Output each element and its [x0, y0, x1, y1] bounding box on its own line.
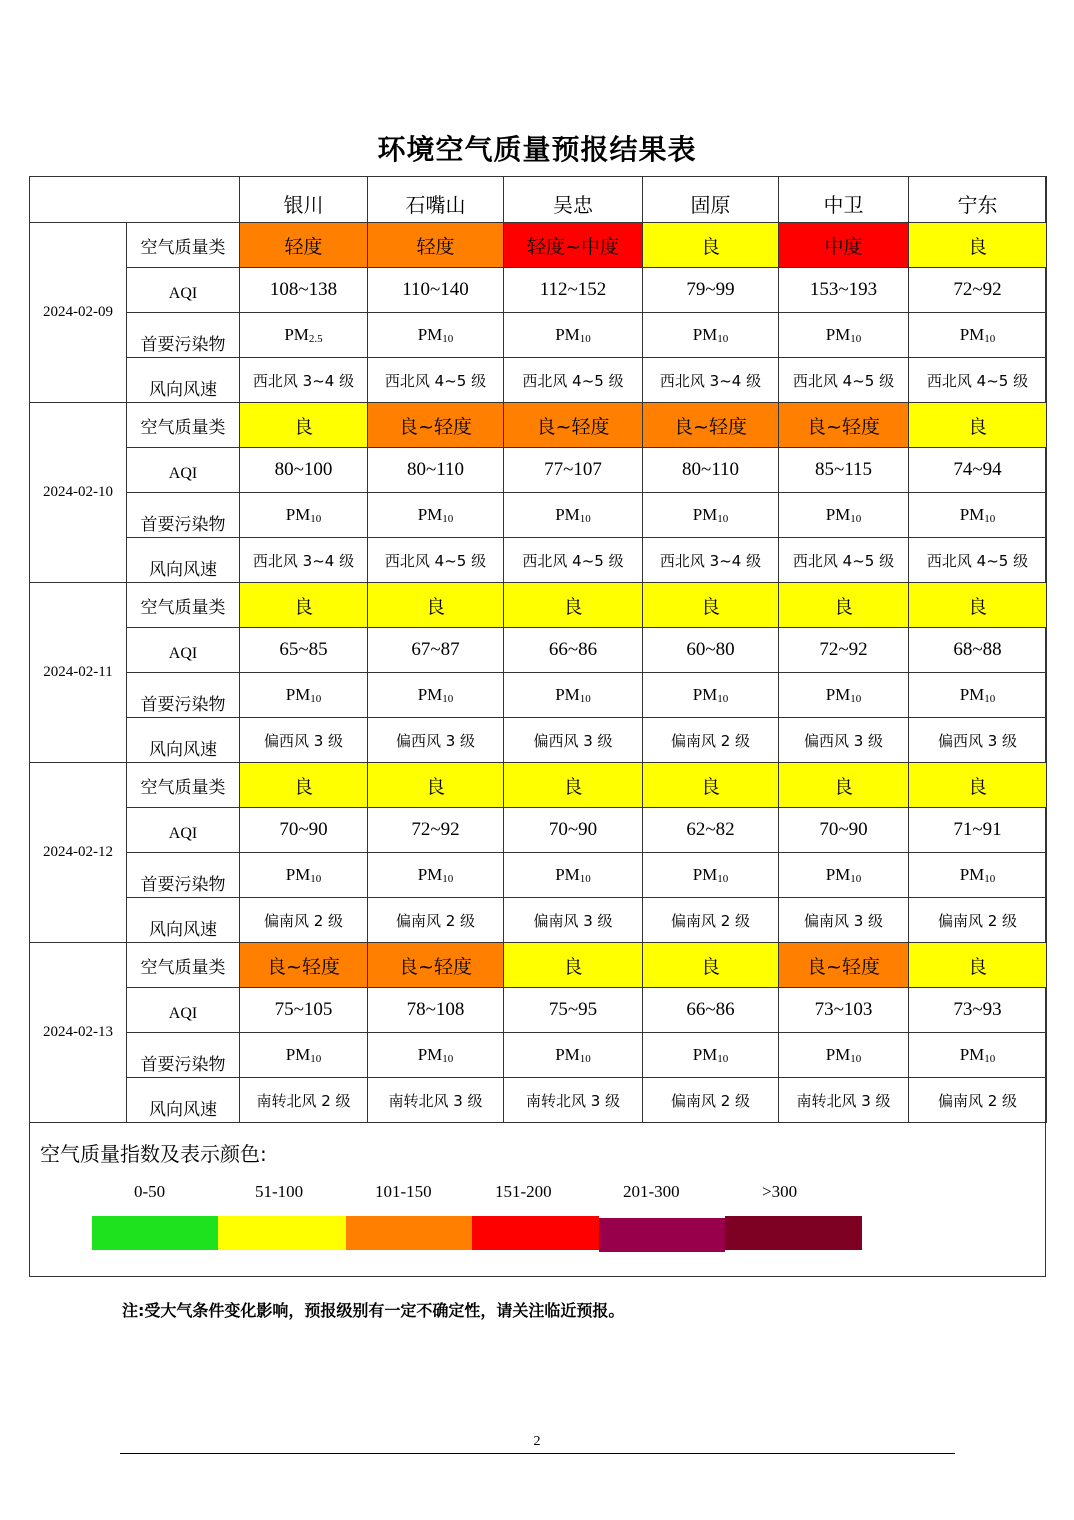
pollutant-subscript: 10: [717, 693, 729, 705]
category-cell: 良: [240, 403, 368, 448]
pollutant-subscript: 10: [442, 693, 454, 705]
legend-color-swatch: [599, 1218, 725, 1252]
pollutant-cell: [779, 313, 909, 358]
aqi-cell: 72~92: [368, 808, 504, 853]
city-header: 固原: [643, 177, 779, 223]
pollutant-cell: [240, 853, 368, 898]
pollutant-subscript: 10: [717, 513, 729, 525]
category-cell: 良~轻度: [779, 403, 909, 448]
date-cell: 2024-02-10: [30, 403, 127, 583]
aqi-cell: 153~193: [779, 268, 909, 313]
pollutant-name: PM: [825, 325, 851, 344]
row-label-category: 空气质量类: [127, 763, 240, 808]
wind-cell: 偏西风 3 级: [779, 718, 909, 763]
pollutant-cell: [779, 673, 909, 718]
pollutant-name: PM: [825, 505, 851, 524]
aqi-cell: 110~140: [368, 268, 504, 313]
forecast-row: [30, 493, 1047, 538]
wind-cell: 西北风 3~4 级: [240, 358, 368, 403]
pollutant-subscript: 10: [442, 513, 454, 525]
city-header: 中卫: [779, 177, 909, 223]
row-label-wind: 风向风速: [127, 898, 240, 943]
legend-range-label: 101-150: [375, 1182, 432, 1201]
row-label-aqi: AQI: [127, 268, 240, 313]
city-header: 银川: [240, 177, 368, 223]
wind-cell: 偏南风 2 级: [643, 718, 779, 763]
row-label-aqi: AQI: [127, 628, 240, 673]
pollutant-cell: [504, 673, 643, 718]
aqi-cell: 65~85: [240, 628, 368, 673]
pollutant-name: PM: [417, 325, 443, 344]
category-cell: 轻度~中度: [504, 223, 643, 268]
pollutant-subscript: 10: [579, 513, 591, 525]
category-cell: 良: [779, 583, 909, 628]
wind-cell: 偏西风 3 级: [368, 718, 504, 763]
pollutant-name: PM: [959, 325, 985, 344]
category-cell: 良: [504, 583, 643, 628]
pollutant-cell: [779, 853, 909, 898]
row-label-aqi: AQI: [127, 448, 240, 493]
wind-cell: 偏南风 2 级: [643, 898, 779, 943]
pollutant-name: PM: [555, 505, 580, 524]
pollutant-cell: [779, 1033, 909, 1078]
forecast-row: [30, 808, 1047, 853]
pollutant-cell: [240, 313, 368, 358]
category-cell: 良: [909, 943, 1047, 988]
forecast-row: [30, 403, 1047, 448]
forecast-row: [30, 718, 1047, 763]
date-cell: 2024-02-13: [30, 943, 127, 1123]
pollutant-subscript: 10: [984, 873, 996, 885]
header-corner: [30, 177, 240, 223]
pollutant-cell: [504, 853, 643, 898]
forecast-row: [30, 853, 1047, 898]
pollutant-name: PM: [285, 1045, 311, 1064]
aqi-cell: 112~152: [504, 268, 643, 313]
pollutant-name: PM: [417, 505, 443, 524]
pollutant-name: PM: [285, 505, 311, 524]
legend-color-swatch: [346, 1216, 472, 1250]
legend-color-swatch: [218, 1216, 346, 1250]
aqi-cell: 72~92: [779, 628, 909, 673]
wind-cell: 偏西风 3 级: [504, 718, 643, 763]
date-cell: 2024-02-12: [30, 763, 127, 943]
pollutant-subscript: 10: [850, 1053, 862, 1065]
category-cell: 良: [368, 763, 504, 808]
pollutant-cell: [643, 853, 779, 898]
row-label-category: 空气质量类: [127, 943, 240, 988]
pollutant-name: PM: [555, 685, 580, 704]
forecast-row: [30, 1078, 1047, 1123]
pollutant-cell: [909, 1033, 1047, 1078]
wind-cell: 西北风 4~5 级: [504, 538, 643, 583]
wind-cell: 西北风 3~4 级: [643, 358, 779, 403]
category-cell: 良: [643, 583, 779, 628]
pollutant-subscript: 10: [850, 873, 862, 885]
wind-cell: 西北风 3~4 级: [643, 538, 779, 583]
pollutant-name: PM: [555, 865, 580, 884]
forecast-row: [30, 898, 1047, 943]
legend-color-swatch: [472, 1216, 599, 1250]
pollutant-subscript: 10: [442, 1053, 454, 1065]
row-label-wind: 风向风速: [127, 718, 240, 763]
aqi-cell: 70~90: [504, 808, 643, 853]
forecast-row: [30, 313, 1047, 358]
aqi-cell: 79~99: [643, 268, 779, 313]
wind-cell: 西北风 4~5 级: [368, 538, 504, 583]
footer-rule: [120, 1453, 955, 1454]
forecast-row: [30, 538, 1047, 583]
legend-range-label: >300: [762, 1182, 798, 1201]
forecast-note: 注:受大气条件变化影响，预报级别有一定不确定性，请关注临近预报。: [122, 1301, 625, 1320]
category-cell: 良: [909, 763, 1047, 808]
pollutant-subscript: 2.5: [308, 333, 323, 345]
pollutant-name: PM: [692, 505, 718, 524]
wind-cell: 西北风 4~5 级: [909, 538, 1047, 583]
pollutant-name: PM: [959, 865, 985, 884]
pollutant-subscript: 10: [579, 873, 591, 885]
legend-range-label: 201-300: [623, 1182, 680, 1201]
legend-range-label: 151-200: [495, 1182, 552, 1201]
category-cell: 良: [240, 583, 368, 628]
pollutant-cell: [909, 313, 1047, 358]
pollutant-name: PM: [285, 865, 311, 884]
aqi-cell: 80~110: [643, 448, 779, 493]
aqi-cell: 72~92: [909, 268, 1047, 313]
aqi-cell: 71~91: [909, 808, 1047, 853]
header-row: [30, 177, 1047, 223]
wind-cell: 偏南风 2 级: [909, 1078, 1047, 1123]
aqi-cell: 62~82: [643, 808, 779, 853]
aqi-cell: 73~103: [779, 988, 909, 1033]
forecast-row: [30, 673, 1047, 718]
pollutant-cell: [909, 853, 1047, 898]
forecast-row: [30, 763, 1047, 808]
pollutant-name: PM: [959, 1045, 985, 1064]
aqi-cell: 60~80: [643, 628, 779, 673]
pollutant-subscript: 10: [579, 1053, 591, 1065]
wind-cell: 偏西风 3 级: [240, 718, 368, 763]
pollutant-subscript: 10: [310, 513, 322, 525]
wind-cell: 西北风 3~4 级: [240, 538, 368, 583]
pollutant-cell: [504, 1033, 643, 1078]
city-header: 宁东: [909, 177, 1047, 223]
pollutant-subscript: 10: [717, 873, 729, 885]
forecast-row: [30, 448, 1047, 493]
aqi-cell: 66~86: [504, 628, 643, 673]
category-cell: 良~轻度: [504, 403, 643, 448]
aqi-cell: 73~93: [909, 988, 1047, 1033]
aqi-cell: 70~90: [240, 808, 368, 853]
pollutant-subscript: 10: [310, 1053, 322, 1065]
category-cell: 良: [240, 763, 368, 808]
row-label-pollutant: 首要污染物: [127, 493, 240, 538]
pollutant-cell: [240, 673, 368, 718]
pollutant-subscript: 10: [442, 873, 454, 885]
wind-cell: 偏南风 2 级: [240, 898, 368, 943]
forecast-row: [30, 1033, 1047, 1078]
aqi-cell: 75~105: [240, 988, 368, 1033]
wind-cell: 西北风 4~5 级: [779, 358, 909, 403]
pollutant-subscript: 10: [984, 1053, 996, 1065]
pollutant-cell: [240, 493, 368, 538]
pollutant-name: PM: [417, 685, 443, 704]
row-label-category: 空气质量类: [127, 403, 240, 448]
page-number: 2: [533, 1434, 541, 1449]
date-cell: 2024-02-11: [30, 583, 127, 763]
forecast-row: [30, 628, 1047, 673]
pollutant-name: PM: [959, 685, 985, 704]
forecast-row: [30, 943, 1047, 988]
pollutant-name: PM: [285, 685, 311, 704]
aqi-cell: 67~87: [368, 628, 504, 673]
pollutant-subscript: 10: [984, 333, 996, 345]
pollutant-subscript: 10: [579, 333, 591, 345]
wind-cell: 西北风 4~5 级: [909, 358, 1047, 403]
city-header: 吴忠: [504, 177, 643, 223]
category-cell: 良: [643, 763, 779, 808]
legend-range-label: 51-100: [255, 1182, 304, 1201]
pollutant-name: PM: [555, 325, 580, 344]
pollutant-name: PM: [284, 325, 309, 344]
pollutant-cell: [643, 1033, 779, 1078]
wind-cell: 南转北风 3 级: [368, 1078, 504, 1123]
pollutant-subscript: 10: [579, 693, 591, 705]
pollutant-cell: [368, 1033, 504, 1078]
pollutant-cell: [643, 493, 779, 538]
aqi-cell: 78~108: [368, 988, 504, 1033]
category-cell: 轻度: [240, 223, 368, 268]
category-cell: 中度: [779, 223, 909, 268]
forecast-row: [30, 988, 1047, 1033]
pollutant-subscript: 10: [984, 513, 996, 525]
legend-color-swatch: [725, 1216, 862, 1250]
aqi-cell: 80~110: [368, 448, 504, 493]
category-cell: 良: [909, 223, 1047, 268]
wind-cell: 偏西风 3 级: [909, 718, 1047, 763]
pollutant-subscript: 10: [442, 333, 454, 345]
category-cell: 良: [504, 763, 643, 808]
category-cell: 良~轻度: [368, 403, 504, 448]
category-cell: 良: [909, 583, 1047, 628]
category-cell: 良~轻度: [779, 943, 909, 988]
aqi-cell: 80~100: [240, 448, 368, 493]
forecast-row: [30, 223, 1047, 268]
category-cell: 良: [643, 223, 779, 268]
row-label-wind: 风向风速: [127, 1078, 240, 1123]
pollutant-cell: [368, 673, 504, 718]
row-label-pollutant: 首要污染物: [127, 853, 240, 898]
row-label-wind: 风向风速: [127, 358, 240, 403]
wind-cell: 南转北风 3 级: [504, 1078, 643, 1123]
row-label-wind: 风向风速: [127, 538, 240, 583]
wind-cell: 偏南风 2 级: [368, 898, 504, 943]
pollutant-cell: [504, 313, 643, 358]
forecast-row: [30, 358, 1047, 403]
pollutant-cell: [240, 1033, 368, 1078]
wind-cell: 偏南风 2 级: [909, 898, 1047, 943]
category-cell: 轻度: [368, 223, 504, 268]
aqi-cell: 74~94: [909, 448, 1047, 493]
wind-cell: 偏南风 3 级: [779, 898, 909, 943]
page-title: 环境空气质量预报结果表: [377, 133, 697, 166]
row-label-category: 空气质量类: [127, 583, 240, 628]
pollutant-subscript: 10: [310, 873, 322, 885]
pollutant-subscript: 10: [850, 693, 862, 705]
pollutant-name: PM: [825, 865, 851, 884]
category-cell: 良~轻度: [368, 943, 504, 988]
row-label-pollutant: 首要污染物: [127, 1033, 240, 1078]
wind-cell: 西北风 4~5 级: [779, 538, 909, 583]
wind-cell: 偏南风 2 级: [643, 1078, 779, 1123]
pollutant-name: PM: [692, 685, 718, 704]
aqi-cell: 70~90: [779, 808, 909, 853]
aqi-cell: 85~115: [779, 448, 909, 493]
pollutant-name: PM: [417, 865, 443, 884]
aqi-cell: 75~95: [504, 988, 643, 1033]
category-cell: 良: [909, 403, 1047, 448]
row-label-aqi: AQI: [127, 988, 240, 1033]
pollutant-cell: [368, 493, 504, 538]
pollutant-name: PM: [692, 865, 718, 884]
wind-cell: 偏南风 3 级: [504, 898, 643, 943]
forecast-row: [30, 268, 1047, 313]
pollutant-name: PM: [825, 685, 851, 704]
wind-cell: 南转北风 2 级: [240, 1078, 368, 1123]
pollutant-cell: [779, 493, 909, 538]
forecast-row: [30, 583, 1047, 628]
row-label-pollutant: 首要污染物: [127, 313, 240, 358]
pollutant-cell: [643, 313, 779, 358]
pollutant-subscript: 10: [984, 693, 996, 705]
category-cell: 良: [643, 943, 779, 988]
pollutant-cell: [368, 853, 504, 898]
legend-color-swatch: [92, 1216, 218, 1250]
wind-cell: 南转北风 3 级: [779, 1078, 909, 1123]
legend-title: 空气质量指数及表示颜色:: [40, 1142, 267, 1166]
pollutant-name: PM: [692, 325, 718, 344]
pollutant-cell: [909, 673, 1047, 718]
category-cell: 良~轻度: [240, 943, 368, 988]
pollutant-name: PM: [825, 1045, 851, 1064]
city-header: 石嘴山: [368, 177, 504, 223]
pollutant-subscript: 10: [717, 333, 729, 345]
category-cell: 良: [504, 943, 643, 988]
pollutant-name: PM: [959, 505, 985, 524]
row-label-aqi: AQI: [127, 808, 240, 853]
category-cell: 良: [368, 583, 504, 628]
pollutant-cell: [368, 313, 504, 358]
aqi-cell: 77~107: [504, 448, 643, 493]
pollutant-subscript: 10: [850, 333, 862, 345]
wind-cell: 西北风 4~5 级: [504, 358, 643, 403]
aqi-cell: 66~86: [643, 988, 779, 1033]
wind-cell: 西北风 4~5 级: [368, 358, 504, 403]
forecast-table: [29, 176, 1047, 1123]
category-cell: 良~轻度: [643, 403, 779, 448]
pollutant-cell: [504, 493, 643, 538]
pollutant-cell: [909, 493, 1047, 538]
category-cell: 良: [779, 763, 909, 808]
pollutant-cell: [643, 673, 779, 718]
pollutant-name: PM: [692, 1045, 718, 1064]
legend-range-label: 0-50: [134, 1182, 166, 1201]
date-cell: 2024-02-09: [30, 223, 127, 403]
pollutant-name: PM: [417, 1045, 443, 1064]
pollutant-subscript: 10: [310, 693, 322, 705]
pollutant-subscript: 10: [850, 513, 862, 525]
row-label-pollutant: 首要污染物: [127, 673, 240, 718]
aqi-cell: 68~88: [909, 628, 1047, 673]
aqi-cell: 108~138: [240, 268, 368, 313]
row-label-category: 空气质量类: [127, 223, 240, 268]
pollutant-name: PM: [555, 1045, 580, 1064]
pollutant-subscript: 10: [717, 1053, 729, 1065]
